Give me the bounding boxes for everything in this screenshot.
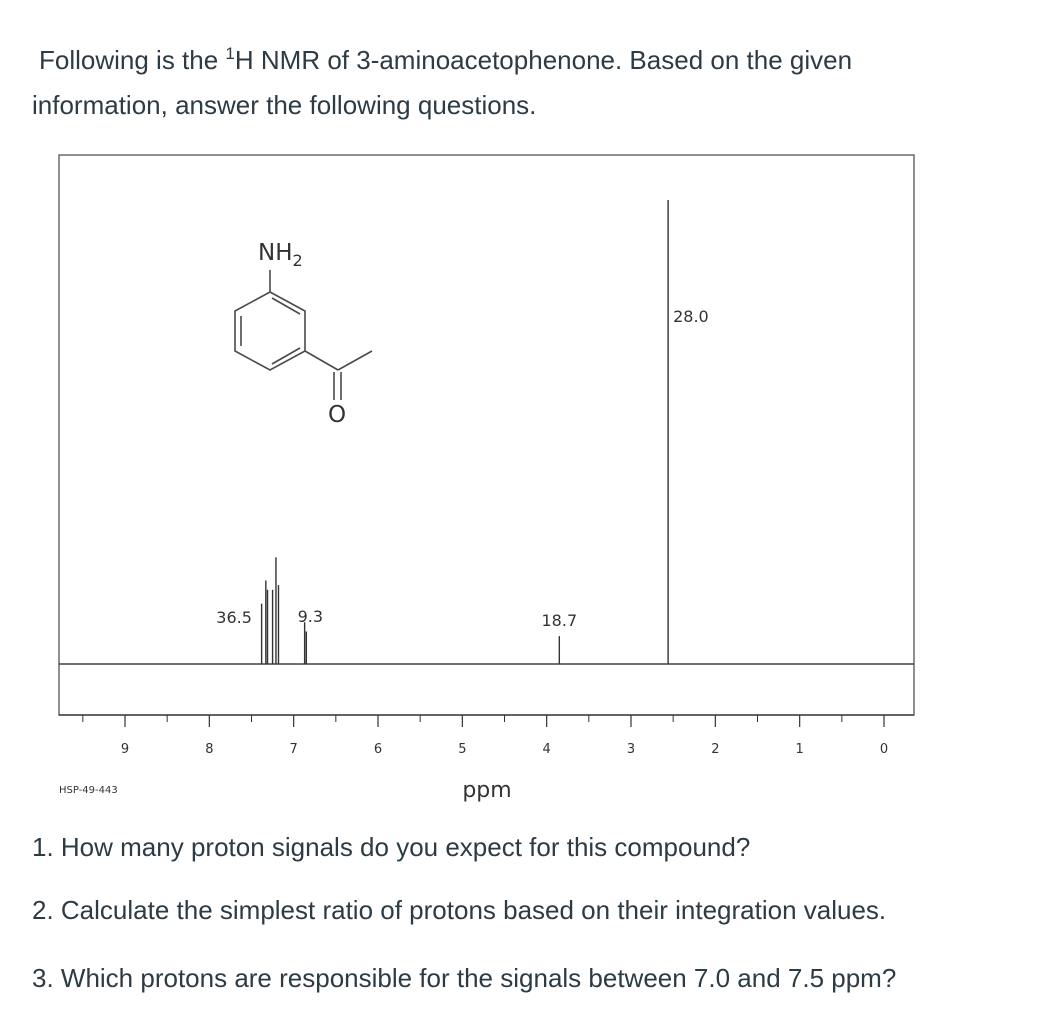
tick-label: 2 (711, 742, 720, 757)
spectrum-id: HSP-49-443 (59, 785, 118, 796)
amine-label: $NH_2$ (258, 240, 303, 270)
tick-label: 8 (205, 742, 214, 757)
intro-line-2: information, answer the following questions. (32, 90, 537, 120)
nmr-spectrum-figure (0, 140, 1043, 820)
integration-label: 18.7 (541, 611, 578, 630)
tick-label: 0 (879, 742, 889, 757)
ring-to-carbonyl-bond (305, 351, 338, 370)
tick-label: 6 (373, 742, 383, 757)
intro-superscript: 1 (225, 44, 235, 63)
question-1: 1. How many proton signals do you expect for this compound? (32, 832, 751, 862)
tick-label: 3 (626, 742, 636, 757)
intro-prefix: Following is the (39, 45, 226, 75)
methyl-bond (338, 351, 372, 370)
spectrum-peaks (262, 200, 668, 664)
integration-label: 9.3 (297, 607, 324, 626)
integration-labels (216, 307, 708, 630)
tick-label: 1 (795, 742, 804, 757)
question-2: 2. Calculate the simplest ratio of protons based on their integration values. (32, 895, 887, 925)
oxygen-label: O (327, 402, 347, 428)
tick-label: 4 (542, 742, 551, 757)
tick-label: 5 (458, 742, 467, 757)
plot-frame (59, 155, 914, 715)
x-axis-ticks (59, 715, 914, 757)
integration-label: 28.0 (673, 307, 709, 326)
tick-label: 9 (120, 742, 130, 757)
intro-suffix: H NMR of 3-aminoacetophenone. Based on the given (234, 45, 853, 75)
integration-label: 36.5 (216, 608, 252, 627)
intro-text (32, 38, 992, 128)
molecule-structure (235, 270, 372, 400)
benzene-ring (235, 292, 305, 370)
x-axis-label: ppm (462, 778, 512, 803)
tick-label: 7 (289, 742, 298, 757)
intro-line-1 (32, 38, 992, 83)
question-3: 3. Which protons are responsible for the signals between 7.0 and 7.5 ppm? (32, 963, 897, 993)
